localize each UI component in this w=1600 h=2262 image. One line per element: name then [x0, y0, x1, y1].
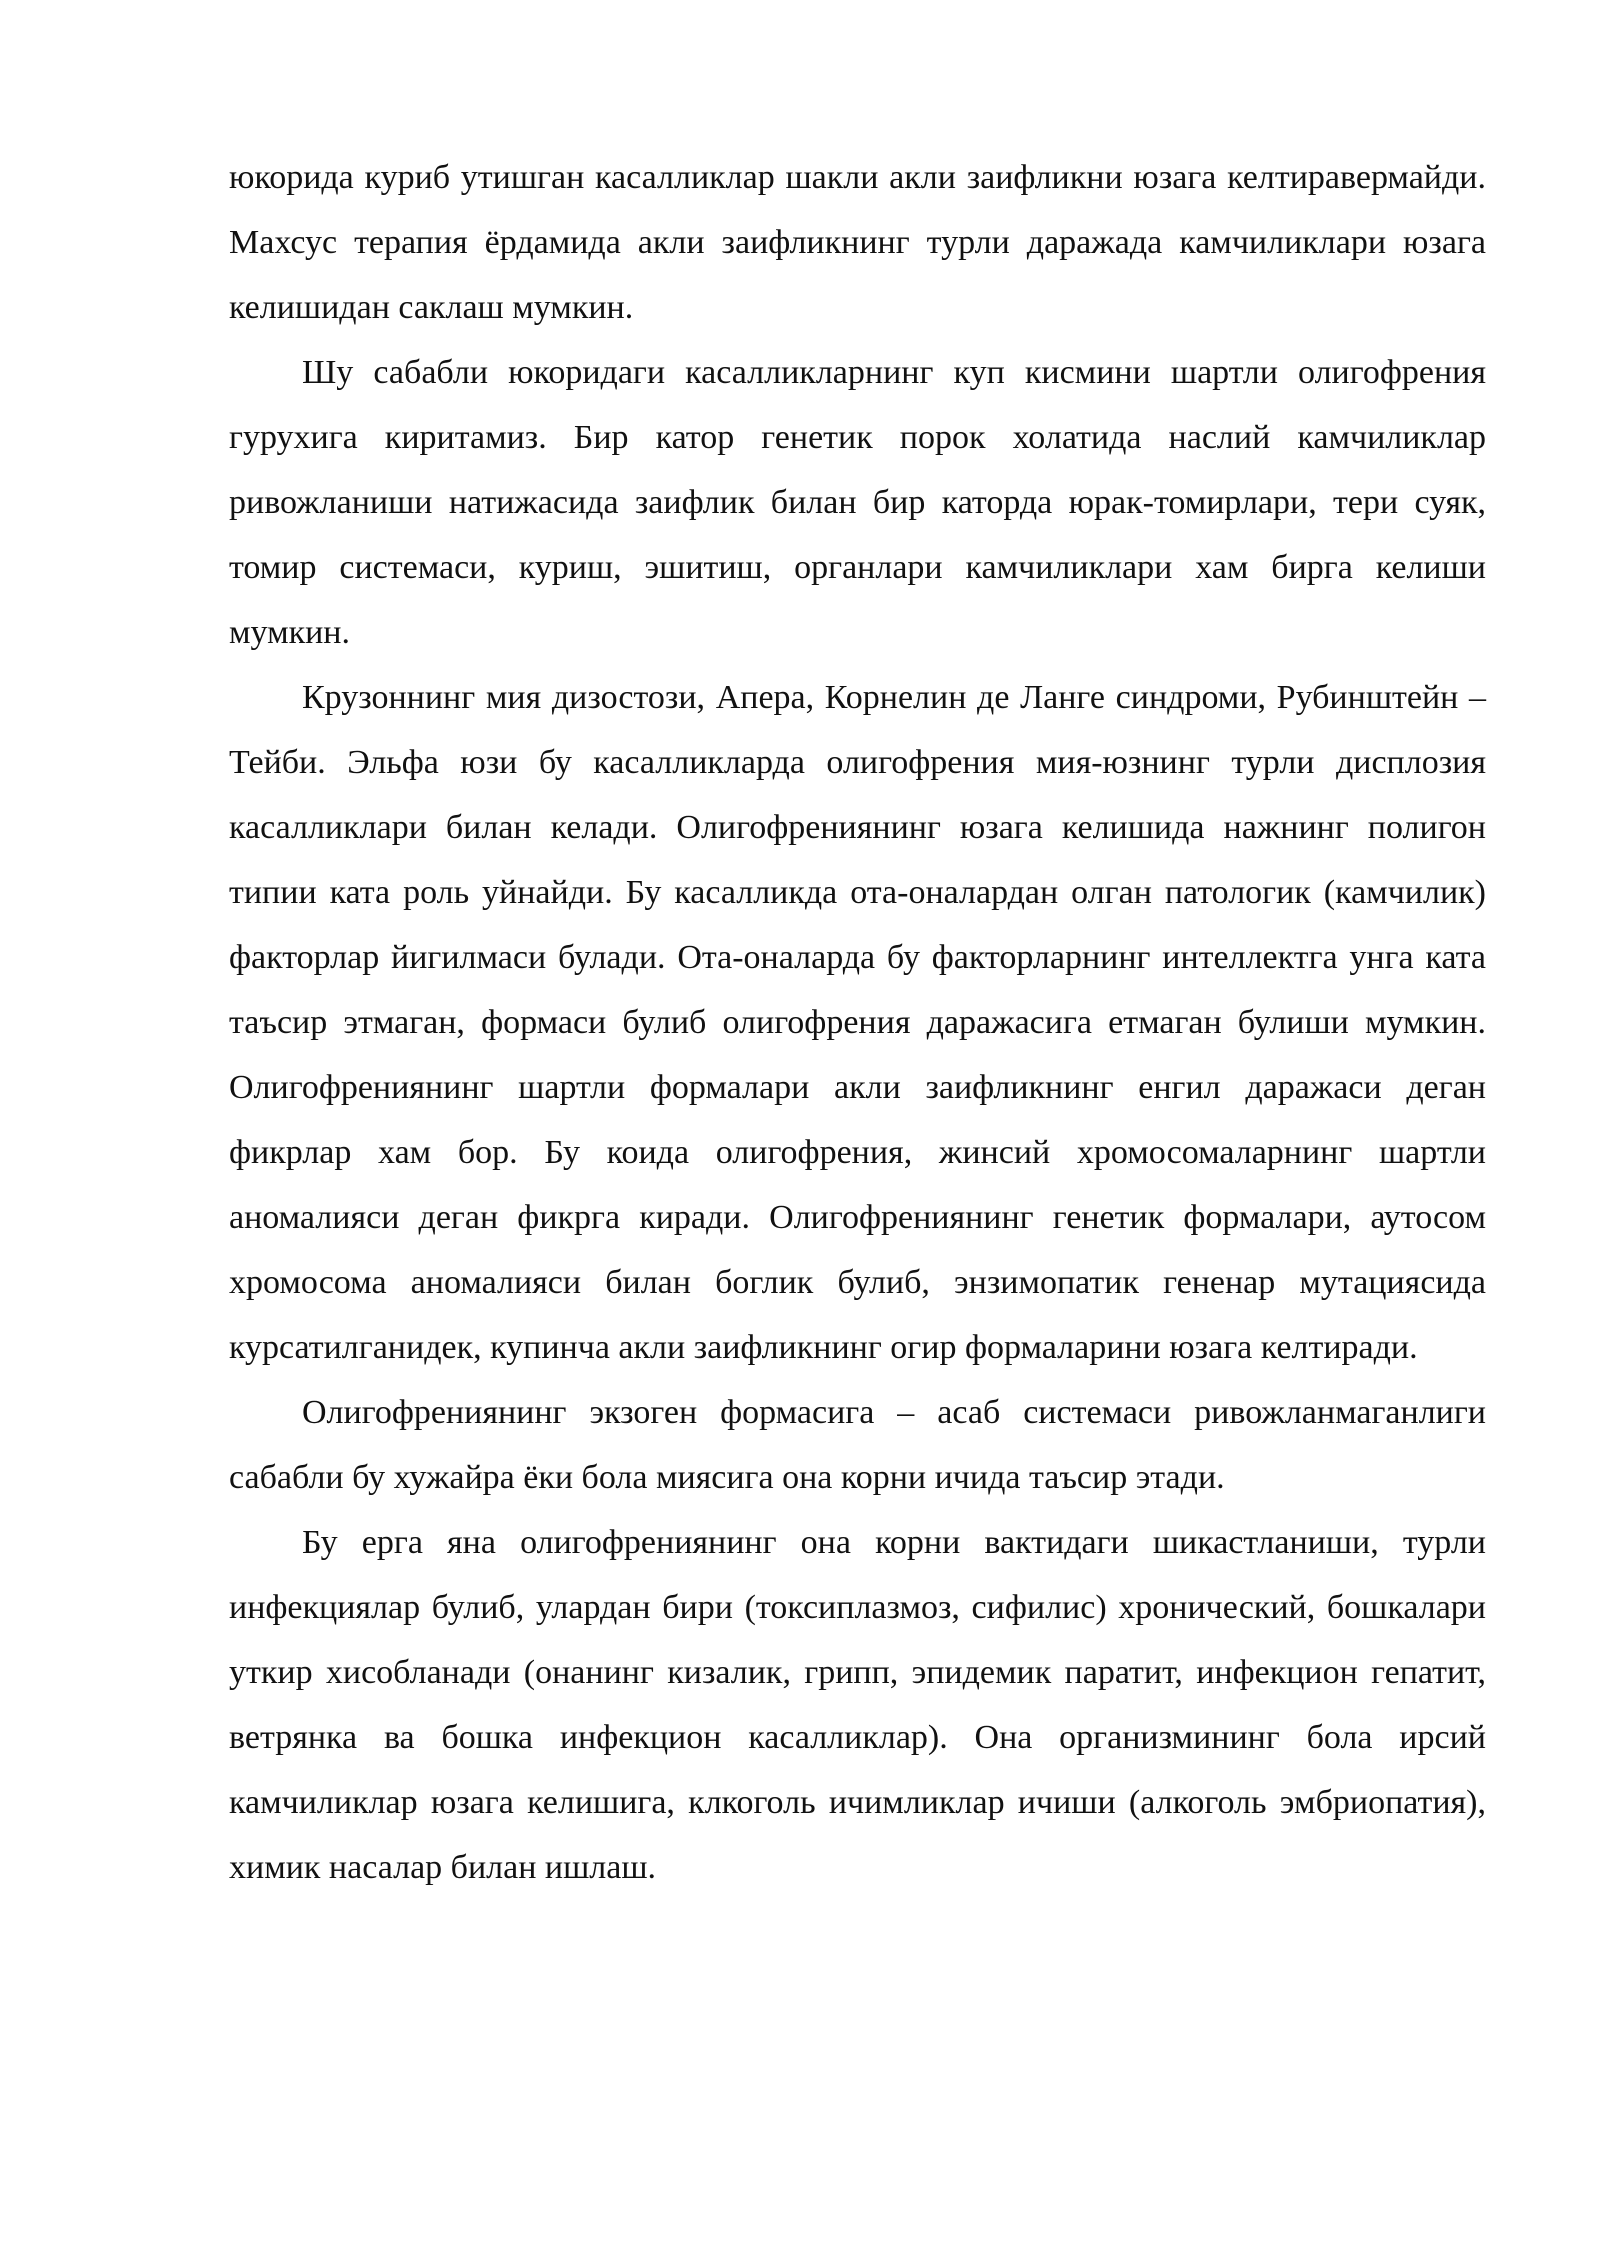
paragraph-4: Олигофрениянинг экзоген формасига – асаб системаси ривожланмаганлиги сабабли бу хужайра ёки бола миясига она корни ичида таъсир этади. — [229, 1394, 1486, 1496]
paragraph-3: Крузоннинг мия дизостози, Апера, Корнелин де Ланге синдроми, Рубинштейн – Тейби. Эльфа юзи бу касалликларда олигофрения мия-юзнинг турли дисплозия касалликлари билан келади. Олигофрениянинг юзага келишида нажнинг полигон типии ката роль уйнайди. Бу касалликда ота-оналардан олган патологик (камчилик) факторлар йигилмаси булади. Ота-оналарда бу факторларнинг интеллектга унга ката таъсир этмаган, формаси булиб олигофрения даражасига етмаган булиши мумкин. Олигофрениянинг шартли формалари акли заифликнинг енгил даражаси деган фикрлар хам бор. Бу коида олигофрения, жинсий хромосомаларнинг шартли аномалияси деган фикрга киради. Олигофрениянинг генетик формалари, аутосом хромосома аномалияси билан боглик булиб, энзимопатик гененар мутациясида курсатилганидек, купинча акли заифликнинг огир формаларини юзага келтиради. — [229, 679, 1486, 1366]
paragraph-5: Бу ерга яна олигофрениянинг она корни вактидаги шикастланиши, турли инфекциялар булиб, улардан бири (токсиплазмоз, сифилис) хронический, бошкалари уткир хисобланади (онанинг кизалик, грипп, эпидемик паратит, инфекцион гепатит, ветрянка ва бошка инфекцион касалликлар). Она организмининг бола ирсий камчиликлар юзага келишига, клкоголь ичимликлар ичиши (алкоголь эмбриопатия), химик насалар билан ишлаш. — [229, 1524, 1486, 1886]
document-body — [229, 145, 1486, 1900]
paragraph-1: юкорида куриб утишган касалликлар шакли акли заифликни юзага келтиравермайди. Махсус терапия ёрдамида акли заифликнинг турли даражада камчиликлари юзага келишидан саклаш мумкин. — [229, 159, 1486, 326]
paragraph-2: Шу сабабли юкоридаги касалликларнинг куп кисмини шартли олигофрения гурухига киритамиз. Бир катор генетик порок холатида наслий камчиликлар ривожланиши натижасида заифлик билан бир каторда юрак-томирлари, тери суяк, томир системаси, куриш, эшитиш, органлари камчиликлари хам бирга келиши мумкин. — [229, 354, 1486, 651]
